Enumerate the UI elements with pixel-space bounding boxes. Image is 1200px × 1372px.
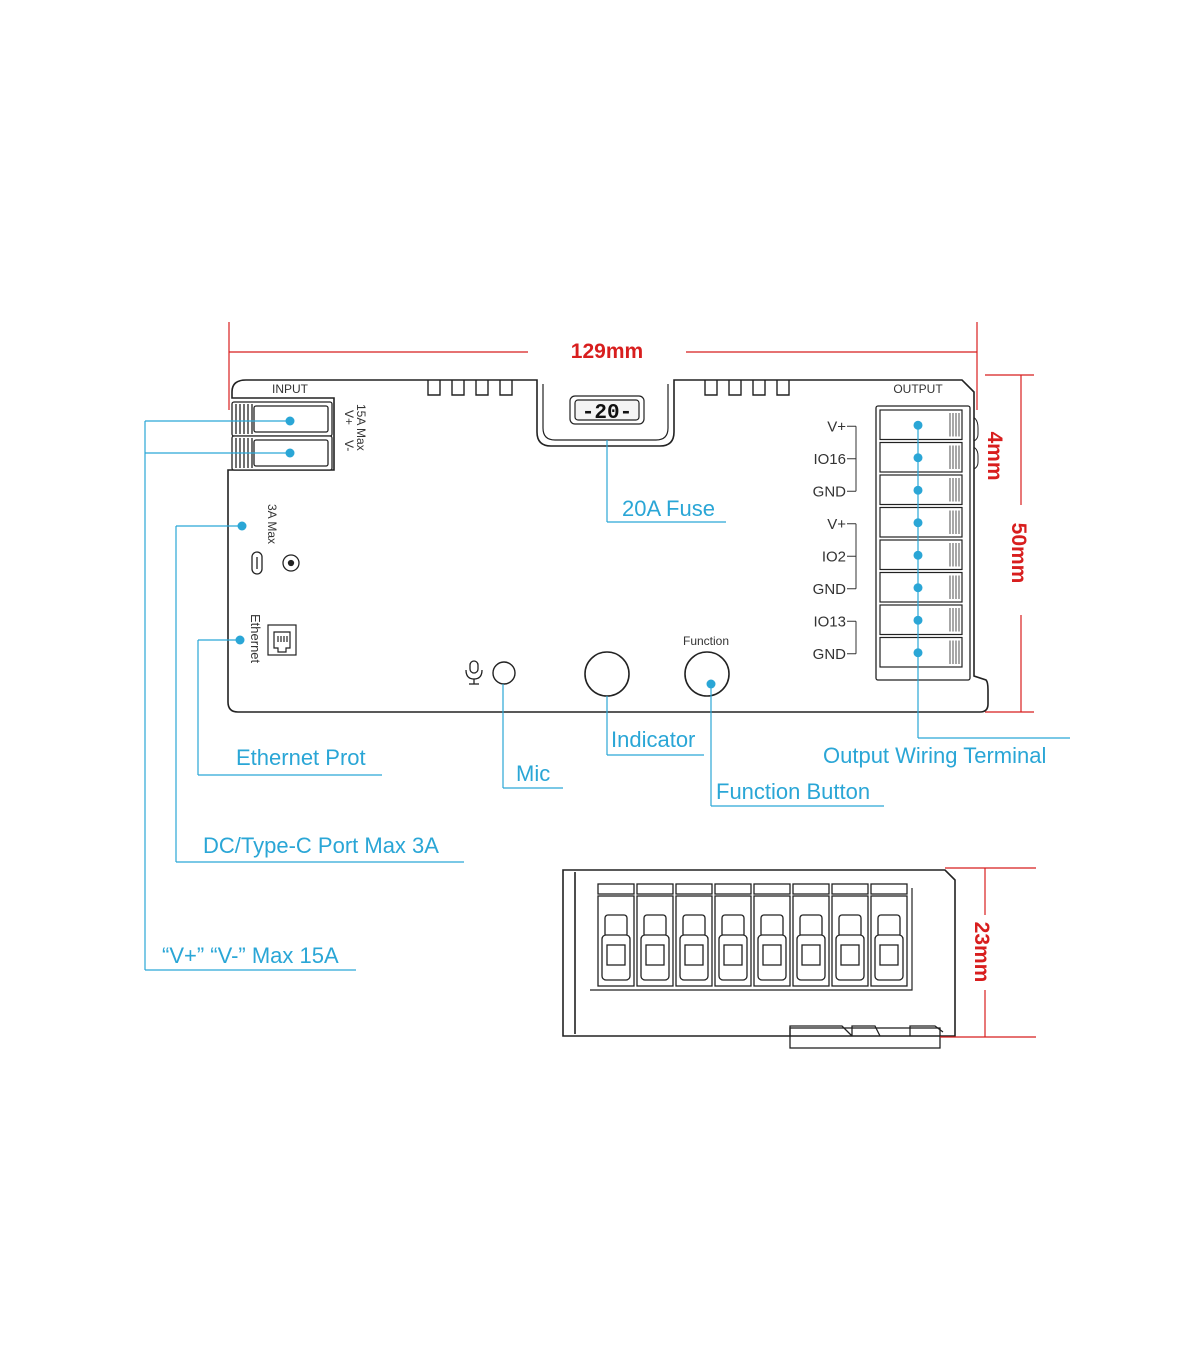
side-terminal-cell	[715, 884, 751, 986]
output-pin-label: GND	[812, 483, 846, 501]
callout-mic: Mic	[516, 761, 551, 786]
callout-fuse: 20A Fuse	[622, 496, 715, 521]
input-rating-label: 15A Max	[354, 404, 368, 451]
output-pin-label: V+	[827, 515, 846, 533]
side-terminal-cell	[637, 884, 673, 986]
output-pin-label: GND	[812, 580, 846, 598]
output-pin-label: IO16	[813, 450, 846, 468]
side-terminal-cell	[793, 884, 829, 986]
input-title: INPUT	[272, 382, 308, 396]
width-dimension-label: 129mm	[570, 340, 644, 363]
function-label: Function	[682, 634, 730, 648]
output-pin-label: V+	[827, 418, 846, 436]
port-rating-label: 3A Max	[265, 504, 279, 545]
fuse-display: -20-	[581, 402, 633, 425]
output-title: OUTPUT	[893, 382, 943, 396]
output-pin-label: IO13	[813, 613, 846, 631]
callout-function-button: Function Button	[716, 779, 871, 804]
output-pin-label: GND	[812, 645, 846, 663]
output-pin-label: IO2	[821, 548, 846, 566]
function-button[interactable]	[685, 652, 729, 696]
side-terminal-cell	[676, 884, 712, 986]
side-terminal-cell	[832, 884, 868, 986]
input-vminus-label: V-	[342, 440, 356, 452]
mic-hole	[493, 662, 515, 684]
side-terminal-cell	[598, 884, 634, 986]
callout-indicator: Indicator	[611, 727, 696, 752]
input-terminal	[232, 402, 332, 470]
depth-dimension-label: 23mm	[970, 921, 993, 983]
indicator-light	[585, 652, 629, 696]
callout-input-power: “V+” “V-” Max 15A	[162, 943, 339, 968]
ethernet-label: Ethernet	[248, 614, 263, 664]
height-dimension-label: 50mm	[1007, 522, 1030, 584]
side-terminal-cell	[871, 884, 907, 986]
side-terminal-cell	[754, 884, 790, 986]
callout-dc-port: DC/Type-C Port Max 3A	[203, 833, 439, 858]
callout-output-terminal: Output Wiring Terminal	[823, 743, 1047, 768]
input-vplus-label: V+	[342, 410, 356, 426]
callout-ethernet: Ethernet Prot	[236, 745, 366, 770]
pitch-dimension-label: 4mm	[983, 431, 1006, 481]
